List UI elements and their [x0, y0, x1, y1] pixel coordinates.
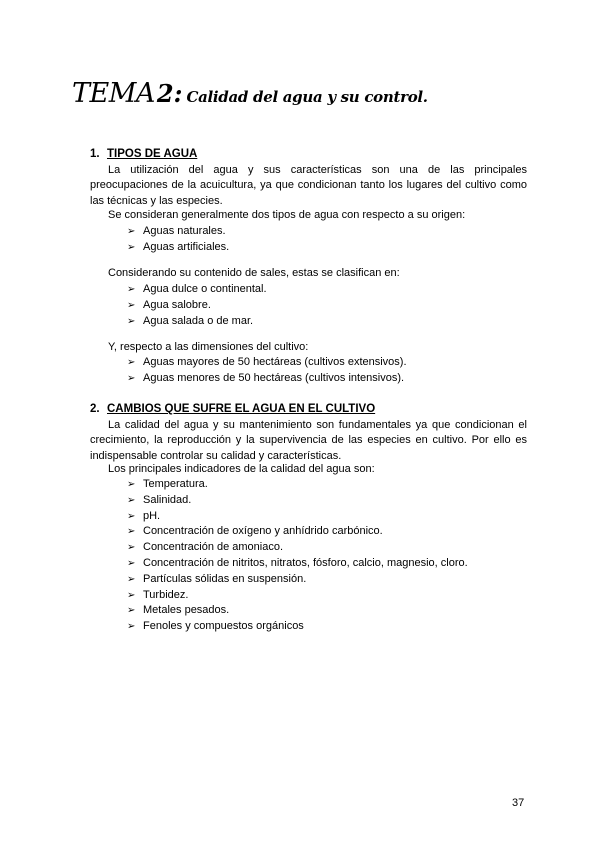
title-subtitle: Calidad del agua y su control.	[186, 88, 428, 106]
salt-list	[127, 282, 267, 329]
section-2-title: CAMBIOS QUE SUFRE EL AGUA EN EL CULTIVO	[107, 403, 376, 415]
section-2-intro: La calidad del agua y su mantenimiento son fundamentales ya que condicionan el crecimiento, la reproducción y la supervivencia de las especies en cultivo. Por ello es indispensable controlar su calidad y características.	[90, 419, 527, 462]
list-item	[127, 619, 468, 635]
list-item-text: Concentración de amoniaco.	[143, 541, 284, 554]
arrow-bullet-icon: ➢	[127, 284, 136, 295]
list-item	[127, 298, 267, 314]
list-item-text: Temperatura.	[143, 478, 208, 490]
arrow-bullet-icon: ➢	[127, 226, 136, 237]
list-item-text: Salinidad.	[143, 493, 192, 506]
list-item-text: pH.	[143, 509, 161, 522]
list-item-text: Agua salobre.	[143, 298, 211, 311]
arrow-bullet-icon: ➢	[127, 605, 136, 617]
list-item-text: Aguas menores de 50 hectáreas (cultivos intensivos).	[143, 371, 405, 384]
list-item-text: Agua salada o de mar.	[143, 314, 254, 327]
list-item	[127, 371, 407, 387]
arrow-bullet-icon: ➢	[127, 526, 136, 538]
title-number: 2:	[156, 79, 183, 108]
list-item	[127, 556, 468, 572]
arrow-bullet-icon: ➢	[127, 241, 136, 253]
size-list	[127, 355, 407, 387]
list-item	[127, 355, 407, 371]
indicators-list	[127, 477, 468, 635]
arrow-bullet-icon: ➢	[127, 589, 136, 601]
page-title	[72, 78, 428, 109]
list-item-text: Metales pesados.	[143, 604, 230, 617]
list-item	[127, 588, 468, 604]
arrow-bullet-icon: ➢	[127, 315, 136, 327]
list-item	[127, 477, 468, 493]
list-item-text: Concentración de nitritos, nitratos, fósforo, calcio, magnesio, cloro.	[143, 556, 468, 569]
list-item-text: Aguas naturales.	[143, 225, 226, 237]
salt-intro-line: Considerando su contenido de sales, estas se clasifican en:	[108, 267, 400, 279]
list-item-text: Agua dulce o continental.	[143, 283, 267, 295]
arrow-bullet-icon: ➢	[127, 299, 136, 311]
list-item	[127, 240, 229, 256]
arrow-bullet-icon: ➢	[127, 573, 136, 585]
list-item-text: Concentración de oxígeno y anhídrido carbónico.	[143, 525, 383, 538]
arrow-bullet-icon: ➢	[127, 621, 136, 633]
title-tema: TEMA	[72, 78, 155, 109]
list-item-text: Turbidez.	[143, 588, 189, 601]
arrow-bullet-icon: ➢	[127, 542, 136, 554]
list-item	[127, 540, 468, 556]
arrow-bullet-icon: ➢	[127, 557, 136, 569]
list-item	[127, 603, 468, 619]
list-item	[127, 509, 468, 525]
section-1-intro: La utilización del agua y sus características son una de las principales preocupaciones de la acuicultura, ya que condicionan tanto los lugares del cultivo como las técnicas y las especies.	[90, 164, 527, 207]
arrow-bullet-icon: ➢	[127, 510, 136, 522]
indicators-intro-line: Los principales indicadores de la calidad del agua son:	[108, 463, 375, 475]
arrow-bullet-icon: ➢	[127, 372, 136, 384]
list-item	[127, 282, 267, 298]
list-item-text: Fenoles y compuestos orgánicos	[143, 620, 304, 633]
section-2-heading	[90, 403, 375, 415]
origin-list	[127, 224, 229, 256]
list-item-text: Aguas mayores de 50 hectáreas (cultivos extensivos).	[143, 356, 407, 368]
list-item-text: Aguas artificiales.	[143, 240, 230, 253]
size-intro-line: Y, respecto a las dimensiones del cultivo:	[108, 341, 309, 353]
arrow-bullet-icon: ➢	[127, 494, 136, 506]
section-1-title: TIPOS DE AGUA	[107, 148, 198, 160]
arrow-bullet-icon: ➢	[127, 357, 136, 368]
section-1-heading	[90, 148, 197, 160]
section-2-number: 2.	[90, 403, 100, 415]
origin-intro-line: Se consideran generalmente dos tipos de agua con respecto a su origen:	[108, 209, 466, 221]
list-item	[127, 314, 267, 330]
list-item	[127, 224, 229, 240]
list-item	[127, 572, 468, 588]
arrow-bullet-icon: ➢	[127, 479, 136, 490]
section-1-number: 1.	[90, 148, 100, 160]
list-item	[127, 524, 468, 540]
list-item	[127, 493, 468, 509]
list-item-text: Partículas sólidas en suspensión.	[143, 572, 307, 585]
page-number: 37	[512, 797, 525, 809]
